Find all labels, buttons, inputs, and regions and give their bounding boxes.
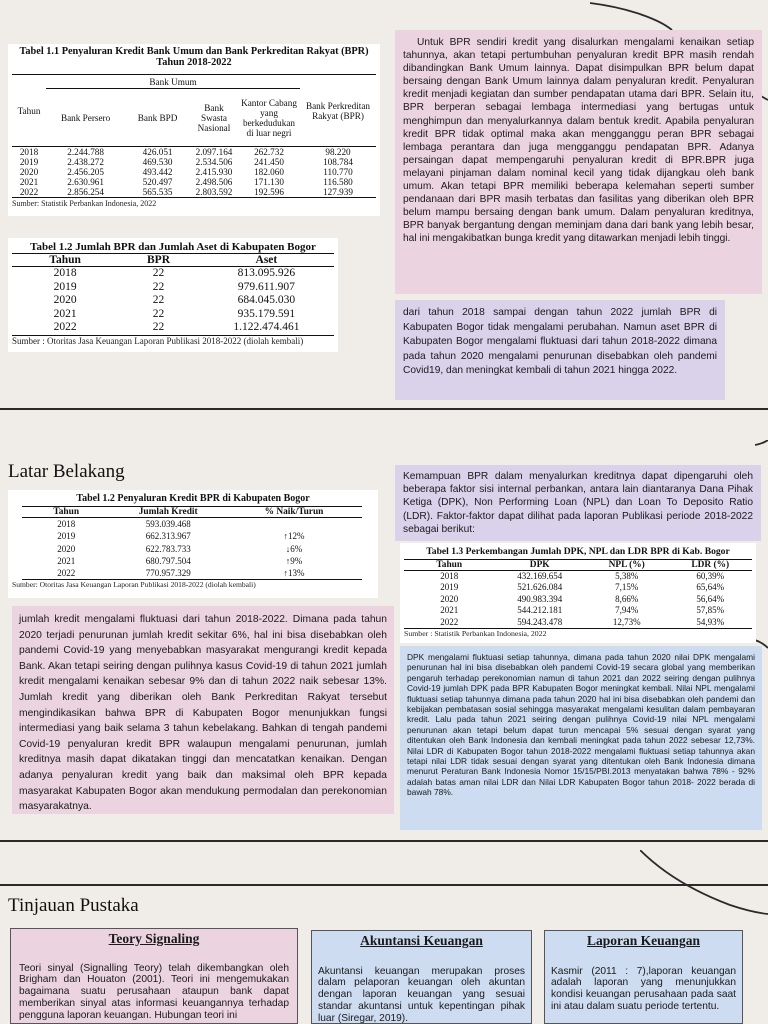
table-1-1-title: Tabel 1.1 Penyaluran Kredit Bank Umum dan Bank Perkreditan Rakyat (BPR) Tahun 2018-2022 xyxy=(19,46,369,68)
table-row: 2020 22 684.045.030 xyxy=(53,294,296,306)
section-title-tinjauan-pustaka: Tinjauan Pustaka xyxy=(8,895,139,916)
table-row: 2022 22 1.122.474.461 xyxy=(12,321,334,335)
text-box-jumlah-bpr: dari tahun 2018 sampai dengan tahun 2022 jumlah BPR di Kabupaten Bogor tidak mengalami perubahan. Namun aset BPR di Kabupaten Bogor mengalami fluktuasi dari tahun 2018-2022 dimana pada tahun 2020 mengalami penurunan disebabkan oleh pandemi Covid19, dan meningkat kembali di tahun 2021 hingga 2022. xyxy=(395,300,725,400)
table-1-2-kredit-source: Sumber: Otoritas Jasa Keuangan Laporan Publikasi 2018-2022 (diolah kembali) xyxy=(12,580,256,590)
table-1-2-aset: Tahun BPR Aset 2018 22 813.095.926 2019 22 979.611.907 2020 22 684.045.030 2021 22 935.179.591 2022 22 1.122.474.461 xyxy=(12,253,334,336)
card-body: Kasmir (2011 : 7),laporan keuangan adalah laporan yang menunjukkan kondisi keuangan perusahaan pada saat ini atau dalam suatu periode tertentu. xyxy=(551,965,736,1012)
section-title-latar-belakang: Latar Belakang xyxy=(8,461,125,482)
table-row: 2020 490.983.394 8,66% 56,64% xyxy=(440,593,725,604)
table-1-2-aset-source: Sumber : Otoritas Jasa Keuangan Laporan Publikasi 2018-2022 (diolah kembali) xyxy=(12,335,304,346)
table-row: 2022 770.957.329 ↑13% xyxy=(22,567,362,580)
table-1-2-aset-panel xyxy=(8,238,338,352)
table-row: 2020 622.783.733 ↓6% xyxy=(57,543,303,554)
table-row: 2018 432.169.654 5,38% 60,39% xyxy=(440,571,725,581)
table-1-2-kredit-title: Tabel 1.2 Penyaluran Kredit BPR di Kabupaten Bogor xyxy=(76,493,310,504)
table-row: 2019 662.313.967 ↑12% xyxy=(57,531,305,542)
table-1-1-source: Sumber: Statistik Perbankan Indonesia, 2022 xyxy=(12,199,157,208)
table-1-3: Tahun DPK NPL (%) LDR (%) 2018 432.169.654 5,38% 60,39% 2019 521.626.084 7,15% 65,64% 2020 490.983.394 8,66% 56,64% 2021 544.212.181 7,94% 57,85% 2022 594.243.478 12,73% 54,93% xyxy=(404,559,752,629)
table-row: 2018 593.039.468 xyxy=(57,519,191,529)
table-row: 2020 2.456.205 493.442 2.415.930 182.060 110.770 xyxy=(19,167,353,177)
table-row: 2019 22 979.611.907 xyxy=(53,280,295,293)
table-1-2-kredit: Tahun Jumlah Kredit % Naik/Turun 2018 593.039.468 2019 662.313.967 ↑12% 2020 622.783.733 ↓6% 2021 680.797.504 ↑9% 2022 770.957.329 ↑13% xyxy=(22,506,362,580)
table-row: 2018 2.244.788 426.051 2.097.164 262.732 98.220 xyxy=(19,147,351,157)
table-row: 2018 22 813.095.926 xyxy=(53,267,296,279)
table-row: 2019 2.438.272 469.530 2.534.506 241.450 108.784 xyxy=(19,157,353,167)
table-row: 2021 2.630.961 520.497 2.498.506 171.130 116.580 xyxy=(19,177,353,187)
table-row: 2022 594.243.478 12,73% 54,93% xyxy=(404,617,752,629)
t11-header-persero: Bank Persero xyxy=(46,89,125,147)
t11-group-header: Bank Umum xyxy=(46,75,300,89)
table-1-2-kredit-panel xyxy=(8,490,378,598)
text-box-dpk: DPK mengalami fluktuasi setiap tahunnya, dimana pada tahun 2020 nilai DPK mengalami penurunan hal ini bisa disebabkan oleh pandemi Covid-19 secara global yang memberikan pengaruh terhadap perekonomian namun di tahun 2021 dan 2022 seiring dengan pulihnya Covid-19 jumlah DPK pada BPR Kabupaten Bogor meningkat kembali. Nilai NPL mengalami fluktuasi setiap tahunnya dimana pada tahun 2020 hal ini bisa disebabkan oleh pandemi dan kebijakan pembatasan sosial sehingga masyarakat mengalami kesulitan dalam pembayaran kredit. Lalu pada tahun 2021 seiring dengan pulihnya Covid-19 nilai NPL mengalami penurunan akan tetapi belum dapat turun mencapai 5% sesuai dengan syarat yang ditentukan oleh Bank Indonesia dan kembali meningkat pada tahun 2022 sebesar 12,73%. Nilai LDR di Kabupaten Bogor tahun 2018-2022 mengalami fluktuasi setiap tahunnya akan tetapi nilai LDR tidak sesuai dengan syarat yang ditentukan oleh Bank Indonesia dimana menurut Peraturan Bank Indonesia Nomor 15/15/PBI.2013 menyatakan bahwa 78% - 92% adalah batas aman nilai LDR dan Nilai LDR Kabupaten Bogor tahun 2018- 2022 berada di bawah 78%. xyxy=(400,646,762,830)
card-title: Laporan Keuangan xyxy=(587,933,700,948)
card-title: Akuntansi Keuangan xyxy=(360,933,483,948)
table-1-3-source: Sumber : Statistik Perbankan Indonesia, 2022 xyxy=(404,629,547,639)
table-row: 2021 680.797.504 ↑9% xyxy=(57,555,303,566)
table-row: 2021 544.212.181 7,94% 57,85% xyxy=(440,605,725,616)
card-title: Teory Signaling xyxy=(108,931,200,946)
decorative-curve-bottom xyxy=(640,850,768,930)
card-body: Akuntansi keuangan merupakan proses dalam pelaporan keuangan oleh akuntan dengan laporan keuangan yang sesuai standar akuntansi untuk kepentingan pihak luar (Siregar, 2019). xyxy=(318,965,525,1024)
table-1-2-aset-title: Tabel 1.2 Jumlah BPR dan Jumlah Aset di Kabupaten Bogor xyxy=(30,241,316,253)
card-body: Teori sinyal (Signalling Teory) telah dikembangkan oleh Brigham dan Houaton (2001). Teori ini mengemukakan bagaimana suatu perusahaan ataupun bank dapat memberikan sinyal atas informasi keuangannya terhadap pengguna laporan keuangan. Hubungan teori ini xyxy=(19,962,289,1021)
t11-header-bpd: Bank BPD xyxy=(125,89,190,147)
t11-header-tahun: Tahun xyxy=(12,75,46,147)
divider-top xyxy=(0,408,768,410)
t11-header-bpr: Bank Perkreditan Rakyat (BPR) xyxy=(300,75,376,147)
text-box-bpr-kredit: Untuk BPR sendiri kredit yang disalurkan mengalami kenaikan setiap tahunnya, akan tetapi pertumbuhan penyaluran kredit BPR masih rendah dibandingkan Bank Umum lainnya. Dapat disimpulkan BPR belum dapat bersaing dengan Bank Umum lainnya dalam penyaluran kredit. Penyaluran kredit menjadi kegiatan dan sumber pendapatan utama dari BPR. Selain itu, BPR berperan sebagai lembaga intermediasi yang bertugas untuk menghimpun dan menyalurkannya dalam bentuk kredit. Apabila penyaluran kredit BPR tidak optimal maka akan mengganggu peran BPR sebagai lembaga perantara dan juga mengganggu pendapatan BPR. Adanya persaingan dapat mempengaruhi penyaluran kredit di BPR.BPR juga melayani pinjaman dalam nominal kecil yang tidak dijangkau oleh bank umum. Akan tetapi BPR memiliki beberapa kelemahan seperti sumber pendanaan dari BPR masih terbatas dan fasilitas yang diberikan oleh BPR belum mampu bersaing dengan bank umum. Dalam penyaluran kreditnya, BPR banyak bergantung dengan meminjam dana dari bank yang lebih besar, hal ini mengakibatkan bunga kredit yang ditawarkan menjadi lebih tinggi. xyxy=(395,30,762,294)
table-1-1-panel xyxy=(8,44,380,216)
table-row: 2019 521.626.084 7,15% 65,64% xyxy=(440,582,725,593)
table-1-3-panel xyxy=(400,543,756,643)
table-row: 2021 22 935.179.591 xyxy=(53,307,296,320)
divider-middle xyxy=(0,840,768,842)
table-1-3-title: Tabel 1.3 Perkembangan Jumlah DPK, NPL dan LDR BPR di Kab. Bogor xyxy=(426,546,730,557)
card-akuntansi-keuangan xyxy=(311,930,532,1024)
card-laporan-keuangan xyxy=(544,930,743,1024)
table-1-1 xyxy=(12,74,376,198)
t11-header-kantor: Kantor Cabang yang berkedudukan di luar negri xyxy=(238,89,300,147)
text-box-kemampuan-bpr: Kemampuan BPR dalam menyalurkan kreditnya dapat dipengaruhi oleh beberapa faktor sisi internal perbankan, antara lain diantaranya Dana Pihak Ketiga (DPK), Non Performing Loan (NPL) dan Loan To Deposito Ratio (LDR). Faktor-faktor dapat dilihat pada laporan Publikasi periode 2018-2022 sebagai berikut: xyxy=(395,465,761,541)
text-box-kredit-fluktuasi: jumlah kredit mengalami fluktuasi dari tahun 2018-2022. Dimana pada tahun 2020 terjadi penurunan jumlah kredit sekitar 6%, hal ini bisa disebabkan oleh pandemi Covid-19 yang menyebabkan masyarakat mengurangi kredit kepada Bank. Akan tetapi seiring dengan pulihnya kasus Covid-19 di tahun 2021 jumlah kredit mengalami kenaikan sebesar 9% dan di tahun 2022 naik sebesar 13%. Jumlah kredit yang diberikan oleh Bank Perkreditan Rakyat tersebut mengindikasikan bahwa BPR di Kabupaten Bogor menunjukkan fungsi intermediasi yang baik selama 3 tahun kebelakang. Bahkan di tengah pandemi Covid-19 penyaluran kredit BPR walaupun mengalami penurunan, jumlah kreditnya masih dapat dikatakan tinggi dan mencatatkan kenaikan. Dengan adanya penyaluran kredit yang baik dan maksimal oleh BPR kepada masyarakat Kabupaten Bogor akan mendukung permodalan dan perekonomian masyarakatnya. xyxy=(12,606,394,814)
table-row: 2022 2.856.254 565.535 2.803.592 192.596 127.939 xyxy=(12,187,376,198)
card-teory-signaling xyxy=(10,928,298,1024)
t11-header-swasta: Bank Swasta Nasional xyxy=(190,89,238,147)
